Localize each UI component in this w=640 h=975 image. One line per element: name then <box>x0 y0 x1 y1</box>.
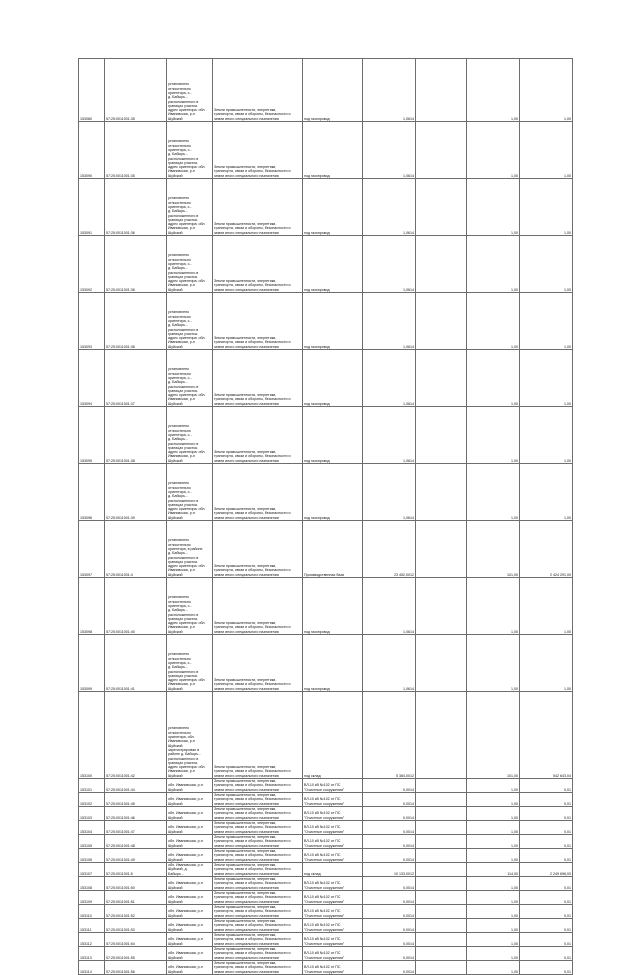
address-cell: обл. Ивановская, р-н Шуйский <box>167 807 213 821</box>
value-cell: 1,00 <box>520 122 573 179</box>
value-cell: 0,01 <box>520 961 573 975</box>
empty-cell <box>416 919 467 933</box>
value-cell: 1,00 <box>520 350 573 407</box>
value-cell: 0,01 <box>520 905 573 919</box>
address-cell: обл. Ивановская, р-н Шуйский <box>167 849 213 863</box>
quantity-cell: 1,00 <box>467 779 520 793</box>
address-cell: обл. Ивановская, р-н Шуйский <box>167 961 213 975</box>
table-row <box>79 891 573 905</box>
row-id-cell: 153105 <box>79 835 105 849</box>
permitted-use-cell: ВЛ-10 кВ №102 от ПС "Очистные сооружения" <box>303 849 363 863</box>
land-category-cell: Земли промышленности, энергетики, транспорта, связи и обороны, безопасности и земли иного специального назначения <box>213 521 303 578</box>
empty-cell <box>416 521 467 578</box>
empty-cell <box>416 59 467 122</box>
row-id-cell: 153104 <box>79 821 105 835</box>
quantity-cell: 101,00 <box>467 521 520 578</box>
address-cell: обл. Ивановская, р-н Шуйский <box>167 779 213 793</box>
quantity-cell: 1,00 <box>467 793 520 807</box>
table-row <box>79 793 573 807</box>
cadastral-number-cell: 57:25:0011001:47 <box>105 821 167 835</box>
area-cell: 0,0014 <box>363 807 416 821</box>
quantity-cell: 1,00 <box>467 919 520 933</box>
empty-cell <box>416 635 467 692</box>
cadastral-number-cell: 57:25:0011001:41 <box>105 635 167 692</box>
quantity-cell: 114,00 <box>467 863 520 877</box>
empty-cell <box>416 293 467 350</box>
table-row <box>79 293 573 350</box>
land-category-cell: Земли промышленности, энергетики, транспорта, связи и обороны, безопасности и земли иного специального назначения <box>213 635 303 692</box>
permitted-use-cell: под газопровод <box>303 407 363 464</box>
value-cell: 1,00 <box>520 236 573 293</box>
land-category-cell: Земли промышленности, энергетики, транспорта, связи и обороны, безопасности и земли иного специального назначения <box>213 122 303 179</box>
cadastral-number-cell: 57:25:0011001:49 <box>105 849 167 863</box>
permitted-use-cell: ВЛ-10 кВ №102 от ПС "Очистные сооружения" <box>303 779 363 793</box>
empty-cell <box>416 877 467 891</box>
area-cell: 0,0014 <box>363 849 416 863</box>
cadastral-number-cell: 57:25:0011001:39 <box>105 464 167 521</box>
cadastral-number-cell: 57:25:0011001:35 <box>105 59 167 122</box>
quantity-cell: 1,00 <box>467 350 520 407</box>
land-category-cell: Земли промышленности, энергетики, транспорта, связи и обороны, безопасности и земли иного специального назначения <box>213 236 303 293</box>
address-cell: установлено относительно ориентира, с... д. Бабырь... расположенного в границах участка. адрес ориентира: обл. Ивановская, р-н Шуйский <box>167 236 213 293</box>
quantity-cell: 1,00 <box>467 578 520 635</box>
area-cell: 1,0614 <box>363 122 416 179</box>
table-row <box>79 919 573 933</box>
permitted-use-cell: под склад <box>303 692 363 779</box>
cadastral-number-cell: 57:25:0011001:50 <box>105 877 167 891</box>
address-cell: обл. Ивановская, р-н Шуйский <box>167 793 213 807</box>
address-cell: установлено относительно ориентира, с... д. Бабырь... расположенного в границах участка. адрес ориентира: обл. Ивановская, р-н Шуйский <box>167 179 213 236</box>
value-cell: 1,00 <box>520 578 573 635</box>
cadastral-number-cell: 57:25:0011001:51 <box>105 891 167 905</box>
table-row <box>79 961 573 975</box>
land-category-cell: Земли промышленности, энергетики, транспорта, связи и обороны, безопасности и земли иного специального назначения <box>213 793 303 807</box>
row-id-cell: 153091 <box>79 179 105 236</box>
cadastral-number-cell: 57:25:0011001:46 <box>105 807 167 821</box>
row-id-cell: 153101 <box>79 779 105 793</box>
cadastral-number-cell: 57:25:0011001:55 <box>105 947 167 961</box>
row-id-cell: 153111 <box>79 919 105 933</box>
table-row <box>79 947 573 961</box>
cadastral-number-cell: 57:25:0011001:36 <box>105 179 167 236</box>
value-cell: 1,00 <box>520 293 573 350</box>
land-category-cell: Земли промышленности, энергетики, транспорта, связи и обороны, безопасности и земли иного специального назначения <box>213 919 303 933</box>
row-id-cell: 153090 <box>79 122 105 179</box>
quantity-cell: 1,00 <box>467 849 520 863</box>
permitted-use-cell: ВЛ-10 кВ №102 от ПС "Очистные сооружения" <box>303 891 363 905</box>
empty-cell <box>416 905 467 919</box>
land-category-cell: Земли промышленности, энергетики, транспорта, связи и обороны, безопасности и земли иного специального назначения <box>213 692 303 779</box>
land-category-cell: Земли промышленности, энергетики, транспорта, связи и обороны, безопасности и земли иного специального назначения <box>213 835 303 849</box>
quantity-cell: 1,00 <box>467 933 520 947</box>
quantity-cell: 1,00 <box>467 236 520 293</box>
area-cell: 0,0014 <box>363 919 416 933</box>
table-row <box>79 849 573 863</box>
land-register-table <box>78 58 573 975</box>
address-cell: установлено относительно ориентира, с... д. Бабырь... расположенного в границах участка. адрес ориентира: обл. Ивановская, р-н Шуйский <box>167 122 213 179</box>
quantity-cell: 1,00 <box>467 635 520 692</box>
address-cell: обл. Ивановская, р-н Шуйский <box>167 891 213 905</box>
value-cell: 0,01 <box>520 933 573 947</box>
cadastral-number-cell: 57:25:0011001:4 <box>105 521 167 578</box>
row-id-cell: 153097 <box>79 521 105 578</box>
permitted-use-cell: под газопровод <box>303 293 363 350</box>
quantity-cell: 1,00 <box>467 464 520 521</box>
table-row <box>79 59 573 122</box>
table-row <box>79 807 573 821</box>
value-cell: 0,01 <box>520 793 573 807</box>
cadastral-number-cell: 57:25:0011001:38 <box>105 407 167 464</box>
permitted-use-cell: ВЛ-10 кВ №102 от ПС "Очистные сооружения" <box>303 961 363 975</box>
value-cell: 2 249 696,00 <box>520 863 573 877</box>
permitted-use-cell: ВЛ-10 кВ №102 от ПС "Очистные сооружения" <box>303 807 363 821</box>
value-cell: 1,00 <box>520 635 573 692</box>
cadastral-number-cell: 57:25:0011001:40 <box>105 578 167 635</box>
empty-cell <box>416 933 467 947</box>
land-category-cell: Земли промышленности, энергетики, транспорта, связи и обороны, безопасности и земли иного специального назначения <box>213 807 303 821</box>
land-category-cell: Земли промышленности, энергетики, транспорта, связи и обороны, безопасности и земли иного специального назначения <box>213 179 303 236</box>
cadastral-number-cell: 57:25:0011001:45 <box>105 793 167 807</box>
value-cell: 2 424 291,00 <box>520 521 573 578</box>
cadastral-number-cell: 57:25:0011001:53 <box>105 919 167 933</box>
area-cell: 0,0014 <box>363 933 416 947</box>
table-row <box>79 464 573 521</box>
row-id-cell: 153095 <box>79 407 105 464</box>
area-cell: 1,0614 <box>363 59 416 122</box>
area-cell: 1,0614 <box>363 350 416 407</box>
land-category-cell: Земли промышленности, энергетики, транспорта, связи и обороны, безопасности и земли иного специального назначения <box>213 293 303 350</box>
address-cell: установлено относительно ориентира, с... д. Бабырь... расположенного в границах участка. адрес ориентира: обл. Ивановская, р-н Шуйский <box>167 59 213 122</box>
value-cell: 1,00 <box>520 464 573 521</box>
land-category-cell: Земли промышленности, энергетики, транспорта, связи и обороны, безопасности и земли иного специального назначения <box>213 821 303 835</box>
table-row <box>79 821 573 835</box>
permitted-use-cell: под газопровод <box>303 464 363 521</box>
cadastral-number-cell: 57:25:0011001:56 <box>105 961 167 975</box>
area-cell: 0,0014 <box>363 835 416 849</box>
quantity-cell: 1,00 <box>467 947 520 961</box>
cadastral-number-cell: 57:25:0011001:44 <box>105 779 167 793</box>
address-cell: установлено относительно ориентира, с... д. Бабырь... расположенного в границах участка. адрес ориентира: обл. Ивановская, р-н Шуйский <box>167 635 213 692</box>
row-id-cell: 153098 <box>79 578 105 635</box>
area-cell: 1,0614 <box>363 179 416 236</box>
empty-cell <box>416 947 467 961</box>
row-id-cell: 153099 <box>79 635 105 692</box>
value-cell: 0,01 <box>520 891 573 905</box>
value-cell: 0,01 <box>520 849 573 863</box>
table-row <box>79 692 573 779</box>
row-id-cell: 153102 <box>79 793 105 807</box>
area-cell: 1,0614 <box>363 293 416 350</box>
land-category-cell: Земли промышленности, энергетики, транспорта, связи и обороны, безопасности и земли иного специального назначения <box>213 933 303 947</box>
area-cell: 0,0014 <box>363 779 416 793</box>
table-row <box>79 407 573 464</box>
row-id-cell: 153093 <box>79 293 105 350</box>
area-cell: 1,0614 <box>363 635 416 692</box>
land-category-cell: Земли промышленности, энергетики, транспорта, связи и обороны, безопасности и земли иного специального назначения <box>213 350 303 407</box>
permitted-use-cell: ВЛ-10 кВ №102 от ПС "Очистные сооружения" <box>303 905 363 919</box>
empty-cell <box>416 835 467 849</box>
empty-cell <box>416 179 467 236</box>
permitted-use-cell: под газопровод <box>303 350 363 407</box>
table-body <box>79 59 573 975</box>
value-cell: 0,01 <box>520 947 573 961</box>
empty-cell <box>416 578 467 635</box>
cadastral-number-cell: 57:25:0011001:5 <box>105 863 167 877</box>
area-cell: 0,0014 <box>363 821 416 835</box>
row-id-cell: 153114 <box>79 961 105 975</box>
permitted-use-cell: под газопровод <box>303 59 363 122</box>
row-id-cell: 153107 <box>79 863 105 877</box>
quantity-cell: 1,00 <box>467 877 520 891</box>
empty-cell <box>416 236 467 293</box>
empty-cell <box>416 464 467 521</box>
permitted-use-cell: под газопровод <box>303 236 363 293</box>
land-category-cell: Земли промышленности, энергетики, транспорта, связи и обороны, безопасности и земли иного специального назначения <box>213 961 303 975</box>
address-cell: установлено относительно ориентира, обл. Ивановская, р-н Шуйский зарегистрирован в районе д. Бабырь... расположенного в границах участка. адрес ориентира: обл. Ивановская, р-н Шуйский <box>167 692 213 779</box>
empty-cell <box>416 407 467 464</box>
empty-cell <box>416 350 467 407</box>
empty-cell <box>416 692 467 779</box>
cadastral-number-cell: 57:25:0011001:54 <box>105 933 167 947</box>
value-cell: 0,01 <box>520 821 573 835</box>
row-id-cell: 153080 <box>79 59 105 122</box>
land-category-cell: Земли промышленности, энергетики, транспорта, связи и обороны, безопасности и земли иного специального назначения <box>213 905 303 919</box>
area-cell: 0,0014 <box>363 891 416 905</box>
address-cell: установлено относительно ориентира, с... д. Бабырь... расположенного в границах участка. адрес ориентира: обл. Ивановская, р-н Шуйский <box>167 293 213 350</box>
quantity-cell: 1,00 <box>467 835 520 849</box>
table-row <box>79 835 573 849</box>
empty-cell <box>416 891 467 905</box>
cadastral-number-cell: 57:25:0011001:37 <box>105 350 167 407</box>
quantity-cell: 1,00 <box>467 59 520 122</box>
address-cell: установлено относительно ориентира, с... д. Бабырь... расположенного в границах участка. адрес ориентира: обл. Ивановская, р-н Шуйский <box>167 350 213 407</box>
area-cell: 1,0614 <box>363 578 416 635</box>
value-cell: 0,01 <box>520 919 573 933</box>
cadastral-number-cell: 57:25:0011001:36 <box>105 293 167 350</box>
table-row <box>79 905 573 919</box>
quantity-cell: 1,00 <box>467 407 520 464</box>
table-row <box>79 877 573 891</box>
address-cell: обл. Ивановская, р-н Шуйский <box>167 821 213 835</box>
cadastral-number-cell: 57:25:0011001:42 <box>105 692 167 779</box>
area-cell: 5 384,0012 <box>363 692 416 779</box>
quantity-cell: 1,00 <box>467 179 520 236</box>
quantity-cell: 1,00 <box>467 293 520 350</box>
land-category-cell: Земли промышленности, энергетики, транспорта, связи и обороны, безопасности и земли иного специального назначения <box>213 947 303 961</box>
cadastral-number-cell: 57:25:0011001:52 <box>105 905 167 919</box>
area-cell: 1,0614 <box>363 236 416 293</box>
area-cell: 0,0014 <box>363 905 416 919</box>
permitted-use-cell: ВЛ-10 кВ №102 от ПС "Очистные сооружения" <box>303 919 363 933</box>
row-id-cell: 153113 <box>79 947 105 961</box>
land-category-cell: Земли промышленности, энергетики, транспорта, связи и обороны, безопасности и земли иного специального назначения <box>213 59 303 122</box>
empty-cell <box>416 849 467 863</box>
land-category-cell: Земли промышленности, энергетики, транспорта, связи и обороны, безопасности и земли иного специального назначения <box>213 464 303 521</box>
value-cell: 1,00 <box>520 59 573 122</box>
table-row <box>79 350 573 407</box>
row-id-cell: 153109 <box>79 891 105 905</box>
area-cell: 0,0014 <box>363 793 416 807</box>
value-cell: 0,01 <box>520 807 573 821</box>
empty-cell <box>416 807 467 821</box>
row-id-cell: 153094 <box>79 350 105 407</box>
empty-cell <box>416 961 467 975</box>
address-cell: обл. Ивановская, р-н Шуйский <box>167 933 213 947</box>
table-row <box>79 779 573 793</box>
table-row <box>79 863 573 877</box>
permitted-use-cell: ВЛ-10 кВ №102 от ПС "Очистные сооружения" <box>303 947 363 961</box>
permitted-use-cell: ВЛ-10 кВ №102 от ПС "Очистные сооружения" <box>303 933 363 947</box>
permitted-use-cell: ВЛ-10 кВ №102 от ПС "Очистные сооружения" <box>303 821 363 835</box>
value-cell: 0,01 <box>520 877 573 891</box>
area-cell: 10 133,0012 <box>363 863 416 877</box>
value-cell: 0,01 <box>520 779 573 793</box>
address-cell: установлено относительно ориентира, с... д. Бабырь... расположенного в границах участка. адрес ориентира: обл. Ивановская, р-н Шуйский <box>167 578 213 635</box>
address-cell: обл. Ивановская, р-н Шуйский, д. Бабырь... <box>167 863 213 877</box>
table-row <box>79 933 573 947</box>
area-cell: 1,0614 <box>363 464 416 521</box>
table-row <box>79 521 573 578</box>
row-id-cell: 153108 <box>79 877 105 891</box>
land-category-cell: Земли промышленности, энергетики, транспорта, связи и обороны, безопасности и земли иного специального назначения <box>213 863 303 877</box>
area-cell: 0,0014 <box>363 877 416 891</box>
empty-cell <box>416 863 467 877</box>
value-cell: 0,01 <box>520 835 573 849</box>
address-cell: установлено относительно ориентира, с... д. Бабырь... расположенного в границах участка. адрес ориентира: обл. Ивановская, р-н Шуйский <box>167 464 213 521</box>
permitted-use-cell: под газопровод <box>303 635 363 692</box>
permitted-use-cell: Производственная база <box>303 521 363 578</box>
permitted-use-cell: под газопровод <box>303 578 363 635</box>
empty-cell <box>416 779 467 793</box>
area-cell: 0,0014 <box>363 961 416 975</box>
address-cell: обл. Ивановская, р-н Шуйский <box>167 947 213 961</box>
land-category-cell: Земли промышленности, энергетики, транспорта, связи и обороны, безопасности и земли иного специального назначения <box>213 578 303 635</box>
value-cell: 1,00 <box>520 407 573 464</box>
cadastral-number-cell: 57:25:0011001:36 <box>105 236 167 293</box>
permitted-use-cell: ВЛ-10 кВ №102 от ПС "Очистные сооружения" <box>303 835 363 849</box>
address-cell: установлено относительно ориентира, в районе д. Бабырь... расположенного в границах участка. адрес ориентира: обл. Ивановская, р-н Шуйский <box>167 521 213 578</box>
land-category-cell: Земли промышленности, энергетики, транспорта, связи и обороны, безопасности и земли иного специального назначения <box>213 849 303 863</box>
permitted-use-cell: под газопровод <box>303 179 363 236</box>
empty-cell <box>416 793 467 807</box>
table-row <box>79 635 573 692</box>
address-cell: обл. Ивановская, р-н Шуйский <box>167 919 213 933</box>
area-cell: 1,0614 <box>363 407 416 464</box>
row-id-cell: 153096 <box>79 464 105 521</box>
area-cell: 0,0014 <box>363 947 416 961</box>
address-cell: установлено относительно ориентира, с... д. Бабырь... расположенного в границах участка. адрес ориентира: обл. Ивановская, р-н Шуйский <box>167 407 213 464</box>
cadastral-number-cell: 57:25:0011001:35 <box>105 122 167 179</box>
address-cell: обл. Ивановская, р-н Шуйский <box>167 877 213 891</box>
table-row <box>79 122 573 179</box>
quantity-cell: 1,00 <box>467 961 520 975</box>
row-id-cell: 153110 <box>79 905 105 919</box>
quantity-cell: 1,00 <box>467 807 520 821</box>
permitted-use-cell: ВЛ-10 кВ №102 от ПС "Очистные сооружения" <box>303 793 363 807</box>
value-cell: 542 643,04 <box>520 692 573 779</box>
land-category-cell: Земли промышленности, энергетики, транспорта, связи и обороны, безопасности и земли иного специального назначения <box>213 407 303 464</box>
land-category-cell: Земли промышленности, энергетики, транспорта, связи и обороны, безопасности и земли иного специального назначения <box>213 877 303 891</box>
quantity-cell: 1,00 <box>467 891 520 905</box>
row-id-cell: 153092 <box>79 236 105 293</box>
row-id-cell: 153112 <box>79 933 105 947</box>
land-category-cell: Земли промышленности, энергетики, транспорта, связи и обороны, безопасности и земли иного специального назначения <box>213 891 303 905</box>
address-cell: обл. Ивановская, р-н Шуйский <box>167 835 213 849</box>
table-row <box>79 578 573 635</box>
permitted-use-cell: под склад <box>303 863 363 877</box>
row-id-cell: 153103 <box>79 807 105 821</box>
permitted-use-cell: ВЛ-10 кВ №102 от ПС "Очистные сооружения" <box>303 877 363 891</box>
quantity-cell: 1,00 <box>467 821 520 835</box>
row-id-cell: 153106 <box>79 849 105 863</box>
quantity-cell: 1,00 <box>467 122 520 179</box>
area-cell: 23 452,0012 <box>363 521 416 578</box>
cadastral-number-cell: 57:25:0011001:48 <box>105 835 167 849</box>
permitted-use-cell: под газопровод <box>303 122 363 179</box>
table-row <box>79 179 573 236</box>
quantity-cell: 101,00 <box>467 692 520 779</box>
row-id-cell: 153100 <box>79 692 105 779</box>
quantity-cell: 1,00 <box>467 905 520 919</box>
empty-cell <box>416 122 467 179</box>
land-category-cell: Земли промышленности, энергетики, транспорта, связи и обороны, безопасности и земли иного специального назначения <box>213 779 303 793</box>
empty-cell <box>416 821 467 835</box>
table-row <box>79 236 573 293</box>
address-cell: обл. Ивановская, р-н Шуйский <box>167 905 213 919</box>
value-cell: 1,00 <box>520 179 573 236</box>
